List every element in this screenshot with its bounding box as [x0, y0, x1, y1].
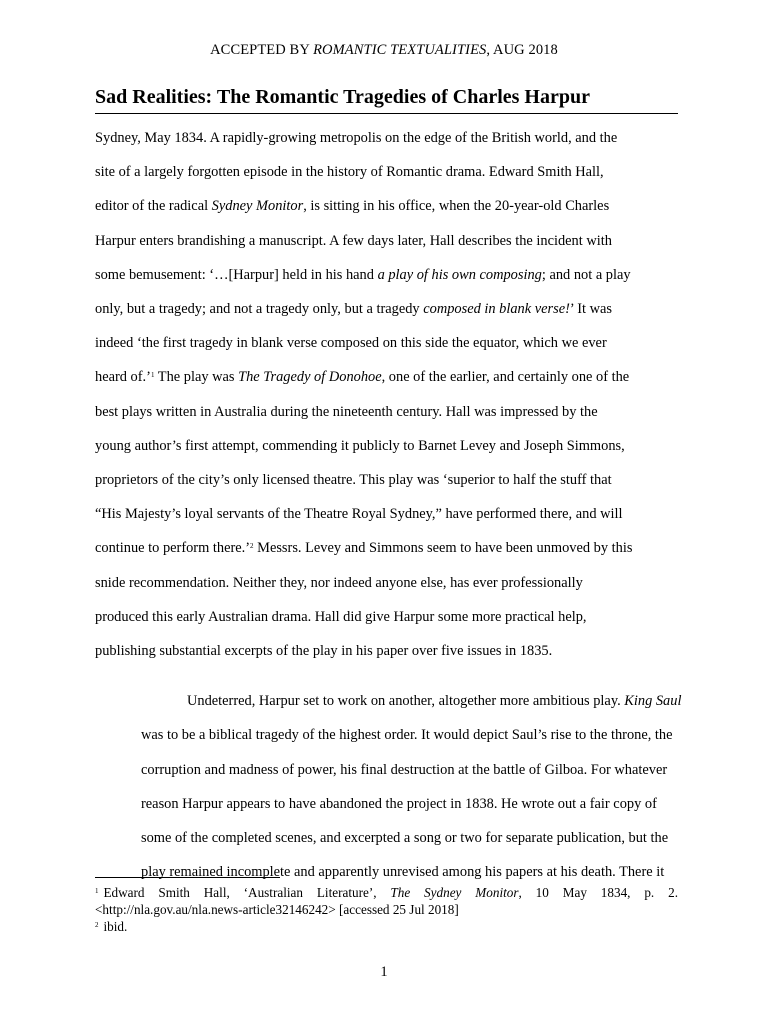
- newspaper-title: Sydney Monitor: [211, 198, 304, 215]
- newspaper-title: The Sydney Monitor: [390, 885, 519, 900]
- paragraph-1-line-14: snide recommendation. Neither they, nor indeed anyone else, has ever professionally: [95, 574, 583, 591]
- paragraph-1-line-5: [95, 258, 631, 292]
- footnote-ref-1[interactable]: 1: [150, 371, 155, 380]
- paragraph-2-line-6: play remained incomplete and apparently unrevised among his papers at his death. There it: [141, 864, 665, 881]
- paragraph-1-line-15: produced this early Australian drama. Hall did give Harpur some more practical help,: [95, 608, 587, 625]
- footnote-ref-2[interactable]: 2: [250, 542, 254, 551]
- paragraph-1-line-2: site of a largely forgotten episode in the history of Romantic drama. Edward Smith Hall,: [95, 164, 604, 181]
- paragraph-1-line-6: [95, 292, 612, 326]
- article-body: [95, 121, 682, 889]
- text-run: The play was: [154, 369, 239, 386]
- paragraph-spacer: [95, 668, 678, 684]
- paragraph-2-line-5: some of the completed scenes, and excerpted a song or two for separate publication, but the: [141, 830, 669, 847]
- footnote-separator: [95, 877, 280, 878]
- footnote-1: [95, 884, 678, 918]
- header-journal: ROMANTIC TEXTUALITIES: [313, 42, 487, 58]
- paragraph-1-line-13: [95, 531, 632, 565]
- text-run: Messrs. Levey and Simmons seem to have been unmoved by this: [253, 540, 633, 557]
- paragraph-1: [95, 121, 678, 668]
- paragraph-1-line-10: young author’s first attempt, commending it publicly to Barnet Levey and Joseph Simmons,: [95, 437, 625, 454]
- paragraph-1-line-9: best plays written in Australia during the nineteenth century. Hall was impressed by the: [95, 403, 598, 420]
- header-prefix: ACCEPTED BY: [210, 42, 314, 58]
- running-header: [0, 42, 768, 59]
- page-title: Sad Realities: The Romantic Tragedies of Charles Harpur: [95, 86, 590, 108]
- paragraph-1-line-3: [95, 189, 609, 223]
- text-run: heard of.’: [95, 369, 151, 386]
- footnote-number: 1: [95, 887, 99, 895]
- paragraph-2-line-4: reason Harpur appears to have abandoned the project in 1838. He wrote out a fair copy of: [141, 795, 657, 812]
- header-suffix: , AUG 2018: [486, 42, 558, 58]
- footnote-text: , 10 May 1834, p. 2. <http://nla.gov.au/nla.news-article32146242> [accessed 25 Jul 2018]: [95, 885, 678, 917]
- title-block: [95, 84, 678, 114]
- footnote-text: ibid.: [103, 919, 128, 934]
- footnotes: [95, 884, 678, 935]
- quoted-emphasis: composed in blank verse!: [423, 301, 570, 318]
- paragraph-2-line-2: was to be a biblical tragedy of the highest order. It would depict Saul’s rise to the throne, the: [141, 727, 673, 744]
- text-run: editor of the radical: [95, 198, 212, 215]
- footnote-2: [95, 918, 678, 935]
- text-run: ; and not a play: [541, 266, 631, 283]
- paragraph-1-line-1: Sydney, May 1834. A rapidly-growing metropolis on the edge of the British world, and the: [95, 130, 618, 146]
- paragraph-2: [95, 684, 682, 889]
- paragraph-2-line-1: [141, 684, 681, 718]
- text-run: some bemusement: ‘…[Harpur] held in his hand: [95, 266, 378, 283]
- paragraph-1-line-11: proprietors of the city’s only licensed theatre. This play was ‘superior to half the stuff that: [95, 472, 612, 489]
- paragraph-1-line-8: [95, 360, 629, 394]
- text-run: continue to perform there.’: [95, 540, 251, 557]
- text-run: , one of the earlier, and certainly one of the: [381, 369, 630, 386]
- paragraph-2-line-3: corruption and madness of power, his final destruction at the battle of Gilboa. For whatever: [141, 761, 668, 778]
- page-number: 1: [380, 964, 388, 980]
- text-run: only, but a tragedy; and not a tragedy only, but a tragedy: [95, 301, 424, 318]
- play-title: King Saul: [624, 693, 682, 710]
- quoted-emphasis: a play of his own composing: [377, 266, 542, 283]
- text-run: , is sitting in his office, when the 20-year-old Charles: [303, 198, 610, 215]
- footnote-text: Edward Smith Hall, ‘Australian Literature’,: [103, 885, 391, 900]
- paragraph-1-line-7: indeed ‘the first tragedy in blank verse composed on this side the equator, which we ever: [95, 335, 607, 352]
- text-run: Undeterred, Harpur set to work on another, altogether more ambitious play.: [187, 693, 625, 710]
- paragraph-1-line-16: publishing substantial excerpts of the play in his paper over five issues in 1835.: [95, 643, 553, 660]
- paragraph-1-line-4: Harpur enters brandishing a manuscript. A few days later, Hall describes the incident with: [95, 232, 612, 249]
- footnote-number: 2: [95, 921, 99, 929]
- paragraph-1-line-12: “His Majesty’s loyal servants of the Theatre Royal Sydney,” have performed there, and will: [95, 506, 623, 523]
- text-run: ’ It was: [569, 301, 612, 318]
- play-title: The Tragedy of Donohoe: [238, 369, 382, 386]
